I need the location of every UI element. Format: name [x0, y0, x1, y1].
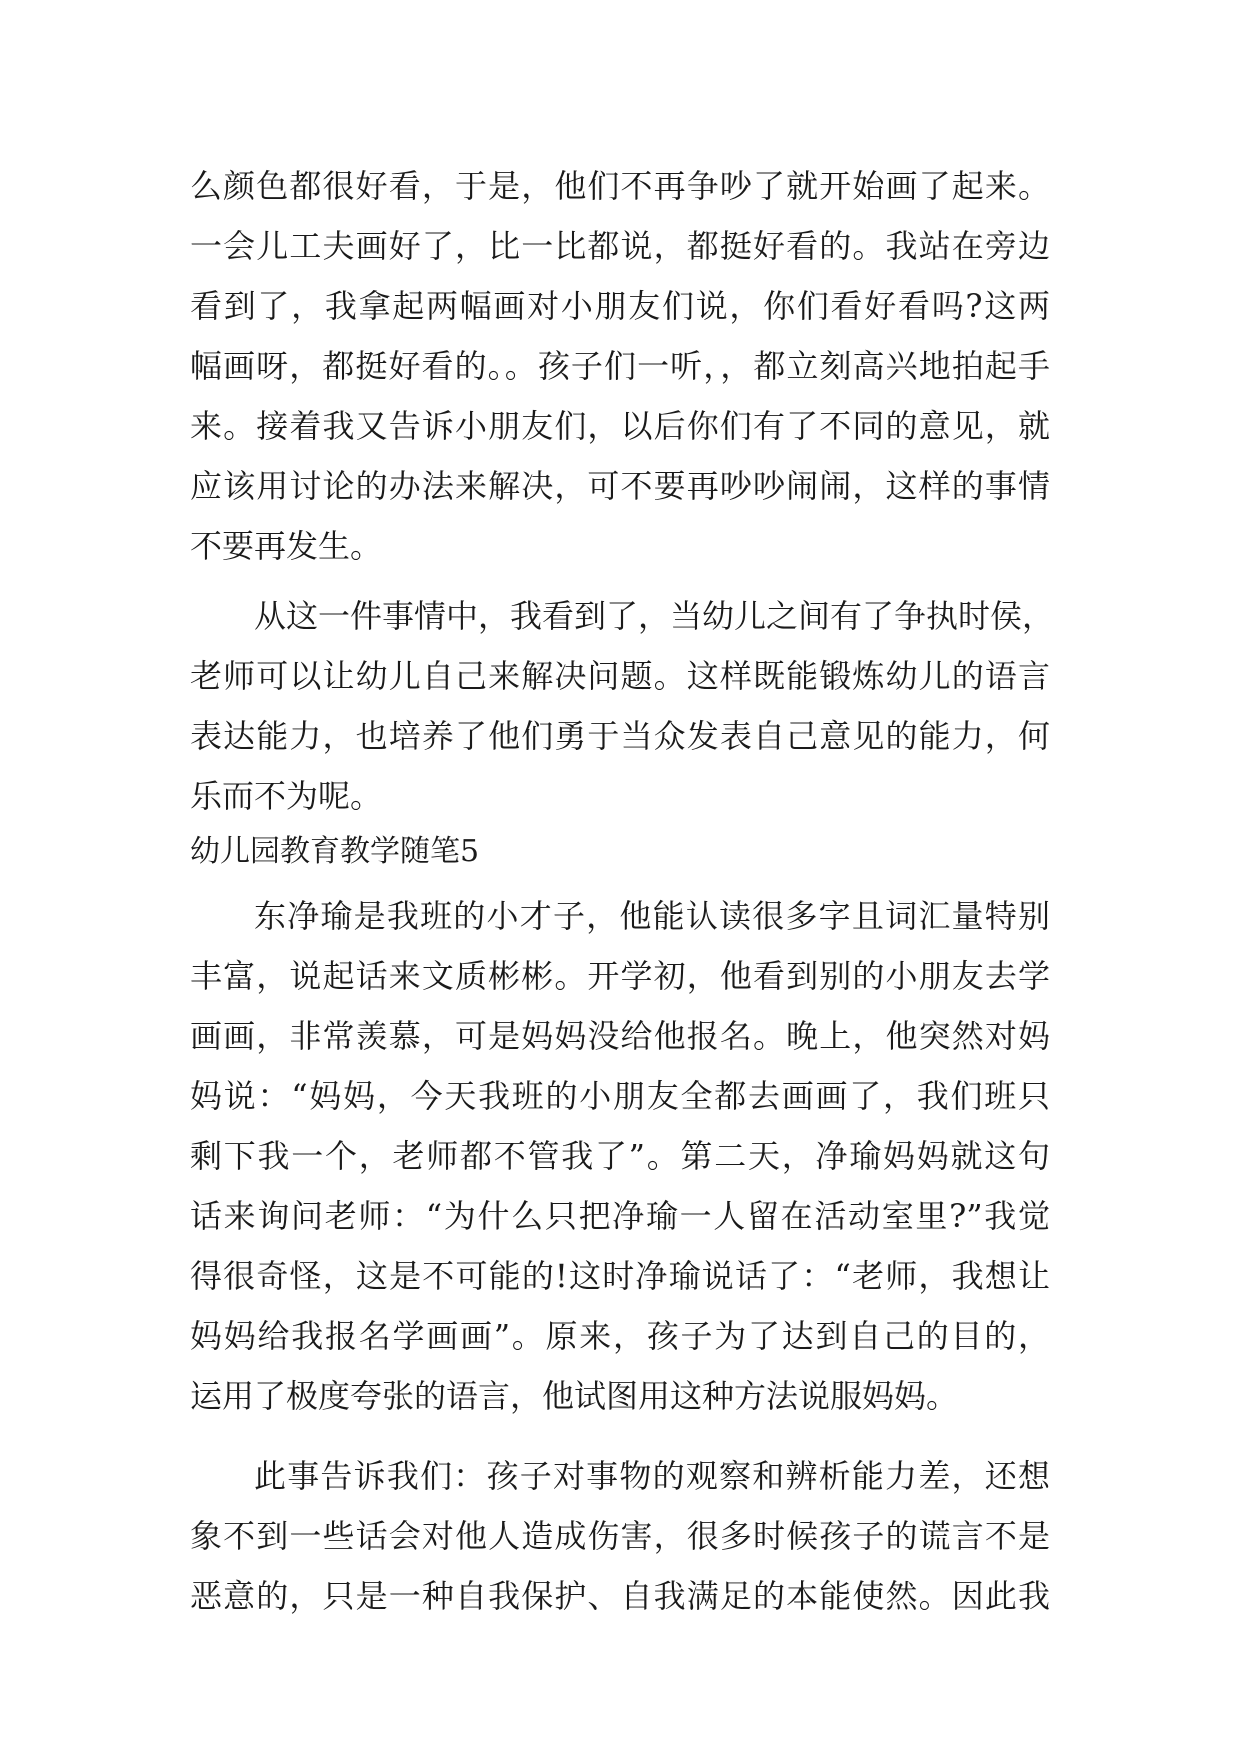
section-heading: 幼儿园教育教学随笔5 [190, 834, 480, 869]
text-line: 话来询问老师：“为什么只把净瑜一人留在活动室里?”我觉 [190, 1197, 1050, 1235]
text-line: 东净瑜是我班的小才子，他能认读很多字且词汇量特别 [254, 897, 1050, 935]
text-line: 看到了，我拿起两幅画对小朋友们说，你们看好看吗?这两 [190, 287, 1050, 325]
text-line: 运用了极度夸张的语言，他试图用这种方法说服妈妈。 [190, 1377, 959, 1415]
text-line: 剩下我一个，老师都不管我了”。第二天，净瑜妈妈就这句 [190, 1137, 1050, 1175]
text-line: 象不到一些话会对他人造成伤害，很多时候孩子的谎言不是 [190, 1517, 1050, 1555]
text-line: 老师可以让幼儿自己来解决问题。这样既能锻炼幼儿的语言 [190, 657, 1050, 695]
text-line: 恶意的，只是一种自我保护、自我满足的本能使然。因此我 [190, 1577, 1050, 1615]
text-line: 一会儿工夫画好了，比一比都说，都挺好看的。我站在旁边 [190, 227, 1050, 265]
text-line: 妈妈给我报名学画画”。原来，孩子为了达到自己的目的， [190, 1317, 1050, 1355]
text-line: 应该用讨论的办法来解决，可不要再吵吵闹闹，这样的事情 [190, 467, 1050, 505]
text-line: 从这一件事情中，我看到了，当幼儿之间有了争执时侯， [254, 597, 1055, 635]
text-line: 表达能力，也培养了他们勇于当众发表自己意见的能力，何 [190, 717, 1050, 755]
text-line: 画画，非常羡慕，可是妈妈没给他报名。晚上，他突然对妈 [190, 1017, 1050, 1055]
text-line: 幅画呀，都挺好看的。。孩子们一听，，都立刻高兴地拍起手 [190, 347, 1050, 385]
text-line: 得很奇怪，这是不可能的!这时净瑜说话了：“老师，我想让 [190, 1257, 1050, 1295]
text-line: 乐而不为呢。 [190, 777, 383, 815]
text-line: 此事告诉我们：孩子对事物的观察和辨析能力差，还想 [254, 1457, 1050, 1495]
text-line: 不要再发生。 [190, 527, 383, 565]
text-line: 妈说：“妈妈，今天我班的小朋友全都去画画了，我们班只 [190, 1077, 1050, 1115]
text-line: 么颜色都很好看，于是，他们不再争吵了就开始画了起来。 [190, 167, 1050, 205]
text-line: 丰富，说起话来文质彬彬。开学初，他看到别的小朋友去学 [190, 957, 1050, 995]
text-line: 来。接着我又告诉小朋友们，以后你们有了不同的意见，就 [190, 407, 1050, 445]
